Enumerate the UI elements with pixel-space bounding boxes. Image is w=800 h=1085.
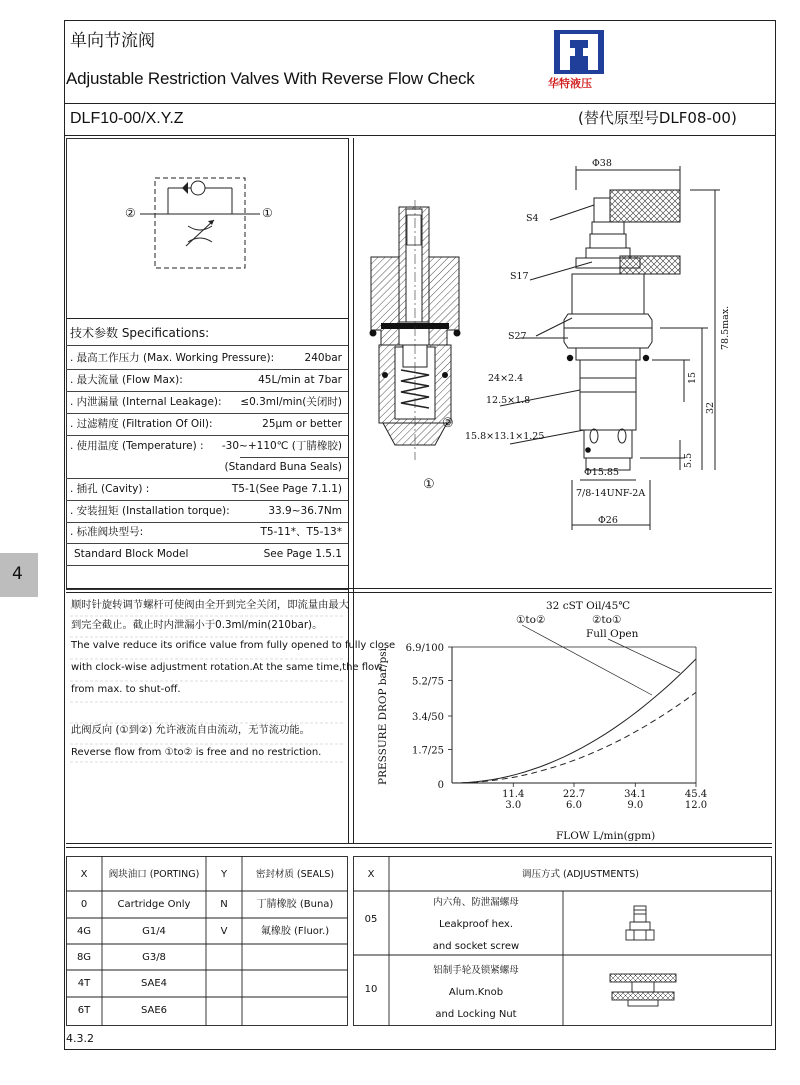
- spec-value: (Standard Buna Seals): [224, 461, 342, 473]
- porting-header-x: X: [80, 869, 88, 880]
- spec-rule: [66, 345, 348, 346]
- description-line: The valve reduce its orifice value from fully opened to fully close: [71, 640, 396, 651]
- y-tick-label: 6.9/100: [405, 643, 444, 654]
- porting-value: G1/4: [142, 926, 166, 937]
- adjust-desc: and socket screw: [432, 941, 520, 952]
- x-axis-label: FLOW L/min(gpm): [556, 830, 656, 842]
- table-top-rule: [66, 843, 772, 844]
- description-line: 到完全截止。截止时内泄漏小于0.3ml/min(210bar)。: [71, 619, 323, 631]
- cross-section-drawing: [355, 195, 475, 495]
- mid-divider-2: [66, 592, 772, 593]
- description-rules: [66, 614, 348, 764]
- seals-header-y: Y: [220, 869, 228, 880]
- y-tick-label: 5.2/75: [412, 676, 444, 688]
- y-tick-label: 3.4/50: [412, 711, 444, 723]
- dim-oring2: 12.5×1.8: [486, 395, 531, 406]
- description-line: 此阀反向 (①到②) 允许液流自由流动，无节流功能。: [71, 724, 310, 736]
- y-axis-label: PRESSURE DROP bar/psi: [377, 648, 389, 785]
- dim-phi15-85: Φ15.85: [584, 467, 619, 478]
- x-tick-label: 11.4: [502, 789, 525, 800]
- spec-label: . 安装扭矩 (Installation torque):: [70, 505, 230, 517]
- x-tick-label-gpm: 6.0: [566, 800, 582, 811]
- spec-label: . 插孔 (Cavity) :: [70, 483, 150, 495]
- seal-code: N: [220, 899, 228, 910]
- mid-divider: [66, 588, 772, 589]
- spec-value: 33.9~36.7Nm: [268, 505, 342, 517]
- x-tick-label-gpm: 3.0: [505, 800, 522, 811]
- dim-5-5: 5.5: [683, 452, 694, 468]
- adjust-code: 10: [364, 984, 378, 995]
- port2-label: ②: [125, 206, 136, 220]
- y-tick-label: 1.7/25: [412, 745, 444, 757]
- seals-header: 密封材质 (SEALS): [255, 869, 335, 880]
- spec-rule: [66, 391, 348, 392]
- x-tick-label-gpm: 9.0: [627, 800, 644, 811]
- header-divider: [64, 103, 776, 104]
- dim-oring3: 15.8×13.1×1.25: [465, 431, 545, 442]
- spec-rule: [66, 543, 348, 544]
- series-line-1to2: [452, 692, 696, 783]
- porting-code: 6T: [77, 1005, 91, 1016]
- knob-icon: [608, 968, 678, 1012]
- section-port1: ①: [423, 477, 435, 492]
- adjustments-table: [353, 856, 772, 1026]
- spec-label: . 最高工作压力 (Max. Working Pressure):: [70, 352, 275, 364]
- callout-2to1: [608, 639, 680, 673]
- dim-oring1: 24×2.4: [488, 373, 524, 384]
- section-port2: ②: [442, 416, 454, 431]
- adjust-desc: and Locking Nut: [435, 1009, 517, 1020]
- description-line: from max. to shut-off.: [71, 684, 181, 695]
- dim-15: 15: [687, 371, 698, 384]
- legend-full-open: Full Open: [586, 628, 639, 640]
- spec-value: See Page 1.5.1: [263, 548, 342, 560]
- spec-value: ≤0.3ml/min(关闭时): [240, 396, 342, 408]
- seal-value: 丁腈橡胶 (Buna): [256, 899, 334, 910]
- company-logo: [548, 28, 614, 92]
- x-tick-label: 45.4: [684, 789, 708, 800]
- porting-header: 阀块油口 (PORTING): [108, 869, 200, 880]
- spec-rule: [66, 435, 348, 436]
- spec-label: . 最大流量 (Flow Max):: [70, 374, 183, 386]
- specs-heading: 技术参数 Specifications:: [70, 326, 210, 340]
- page-number: 4.3.2: [66, 1032, 94, 1045]
- seal-code: V: [220, 926, 228, 937]
- spec-value: 240bar: [304, 352, 342, 364]
- adjust-code: 05: [364, 914, 378, 925]
- model-code: DLF10-00/X.Y.Z: [70, 110, 184, 127]
- spec-rule: [66, 522, 348, 523]
- porting-code: 4T: [77, 978, 91, 989]
- porting-seals-table: [66, 856, 348, 1026]
- spec-label: . 使用温度 (Temperature) :: [70, 440, 204, 452]
- porting-code: 0: [80, 899, 88, 910]
- dim-s27: S27: [508, 331, 527, 342]
- spec-value: T5-11*、T5-13*: [260, 526, 342, 538]
- spec-label: . 过滤精度 (Filtration Of Oil):: [70, 418, 213, 430]
- porting-value: G3/8: [142, 952, 166, 963]
- dim-s17: S17: [510, 271, 529, 282]
- table-top-rule-2: [66, 847, 772, 848]
- dim-s4: S4: [526, 213, 539, 224]
- dim-phi26: Φ26: [598, 515, 618, 526]
- pressure-flow-chart: [356, 595, 770, 845]
- spec-label: . 内泄漏量 (Internal Leakage):: [70, 396, 222, 408]
- spec-label: . 标准阀块型号:: [70, 526, 144, 538]
- symbol-divider: [66, 318, 348, 319]
- porting-code: 8G: [76, 952, 92, 963]
- port1-label: ①: [262, 206, 273, 220]
- page-tab-label: 4: [12, 564, 23, 584]
- spec-rule: [66, 565, 348, 566]
- description-line: 顺时针旋转调节螺杆可使阀由全开到完全关闭，即流量由最大: [71, 599, 350, 611]
- seal-value: 氟橡胶 (Fluor.): [260, 926, 330, 937]
- dim-thread: 7/8-14UNF-2A: [576, 488, 646, 499]
- model-divider: [64, 135, 776, 136]
- adjust-desc: 内六角、防泄漏螺母: [433, 897, 519, 908]
- spec-rule: [240, 457, 348, 458]
- adjust-desc: Alum.Knob: [448, 987, 504, 998]
- chart-title: 32 cST Oil/45℃: [546, 600, 631, 612]
- replaces-note: (替代原型号DLF08-00): [578, 109, 737, 127]
- spec-value: 25μm or better: [262, 418, 342, 430]
- spec-value: T5-1(See Page 7.1.1): [231, 483, 342, 495]
- logo-text: 华特液压: [548, 77, 592, 90]
- description-line: Reverse flow from ①to② is free and no restriction.: [71, 747, 322, 758]
- dim-phi38: Φ38: [592, 158, 612, 169]
- adjust-header-x: X: [367, 869, 375, 880]
- chart-svg: [356, 595, 770, 845]
- legend-1to2: ①to②: [516, 614, 546, 626]
- hydraulic-symbol: [110, 168, 300, 278]
- page-tab: [0, 553, 38, 597]
- x-tick-label-gpm: 12.0: [684, 800, 708, 811]
- y-tick-label: 0: [437, 780, 444, 791]
- adjust-header: 调压方式 (ADJUSTMENTS): [522, 869, 639, 880]
- x-tick-label: 34.1: [624, 789, 647, 800]
- porting-code: 4G: [76, 926, 92, 937]
- x-tick-label: 22.7: [562, 789, 586, 800]
- dim-length: 78.5max.: [720, 305, 731, 350]
- legend-2to1: ②to①: [592, 614, 622, 626]
- spec-rule: [66, 500, 348, 501]
- title-cn: 单向节流阀: [70, 31, 155, 51]
- spec-label: Standard Block Model: [74, 548, 189, 560]
- spec-rule: [66, 369, 348, 370]
- adjust-desc: 铝制手轮及锁紧螺母: [433, 965, 519, 976]
- spec-value: 45L/min at 7bar: [258, 374, 342, 386]
- series-line-2to1: [452, 659, 696, 783]
- dim-32: 32: [705, 401, 716, 414]
- title-en: Adjustable Restriction Valves With Reverse Flow Check: [66, 69, 475, 88]
- description-line: with clock-wise adjustment rotation.At the same time,the flow: [71, 662, 383, 673]
- porting-value: Cartridge Only: [117, 899, 191, 910]
- porting-value: SAE6: [140, 1005, 168, 1016]
- external-view-drawing: [465, 150, 731, 540]
- adjust-desc: Leakproof hex.: [438, 919, 514, 930]
- hex-screw-icon: [620, 902, 660, 946]
- porting-value: SAE4: [140, 978, 168, 989]
- spec-rule: [66, 413, 348, 414]
- spec-value: -30~+110℃ (丁腈橡胶): [221, 440, 342, 452]
- spec-rule: [66, 478, 348, 479]
- center-divider: [348, 138, 349, 843]
- center-divider-2: [353, 138, 354, 843]
